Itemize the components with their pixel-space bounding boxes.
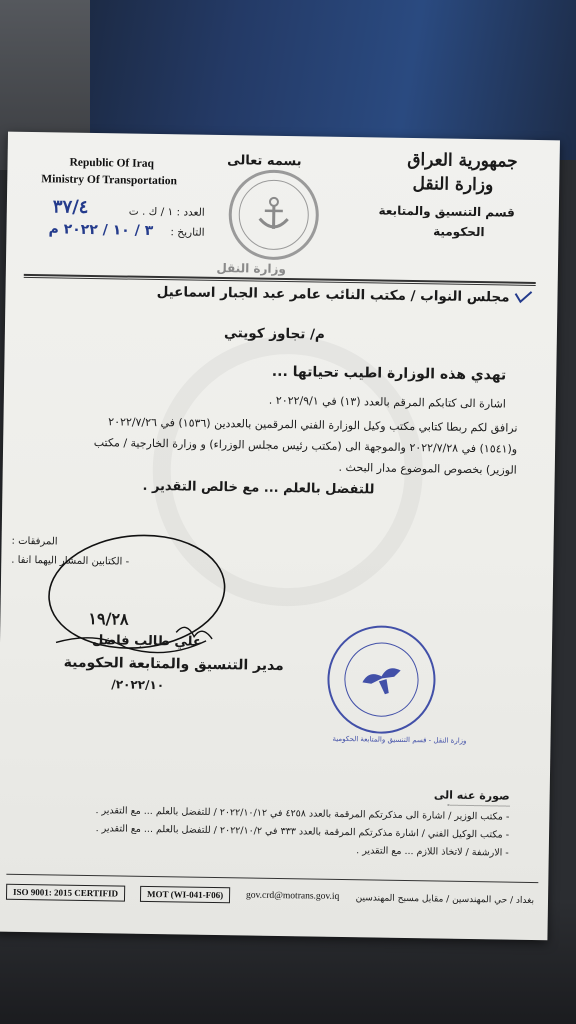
copies-label-underline [448, 805, 510, 807]
copy-line-1: - مكتب الوزير / اشارة الى مذكرتكم المرقمة بالعدد ٤٢٥٨ في ٢٠٢٢/١٠/١٢ / للتفضل بالعلم ... مع التقدير . [95, 805, 510, 823]
number-handwritten: ٣٧/٤ [52, 196, 89, 218]
number-label: العدد : ١ / ك . ت [128, 205, 205, 219]
stamp-ring-text: وزارة النقل - قسم التنسيق والمتابعة الحكومية [332, 734, 467, 745]
copy-line-2: - مكتب الوكيل الفني / اشارة مذكرتكم المرقمة بالعدد ٣٣٣ في ٢٠٢٢/١٠/٢ / للتفضل بالعلم ... مع التقدير . [95, 823, 510, 841]
iso-certificate-box: ISO 9001: 2015 CERTIFID [6, 884, 125, 902]
header-ministry-ar: وزارة النقل [412, 174, 494, 196]
header-dept-line1: قسم التنسيق والمتابعة [378, 203, 515, 220]
date-handwritten: ٣ / ١٠ / ٢٠٢٢ م [48, 221, 154, 239]
mot-code-box: MOT (WI-041-F06) [140, 886, 230, 903]
copies-label: صورة عنه الى [433, 788, 510, 803]
greeting: تهدي هذه الوزارة اطيب تحياتها ... [271, 363, 507, 384]
body-line-3: الوزير) بخصوص الموضوع مدار البحث . [338, 460, 517, 477]
header-republic-en: Republic Of Iraq [69, 156, 154, 170]
header-republic-ar: جمهورية العراق [407, 149, 518, 172]
body-line-2: و(١٥٤١) في ٢٠٢٢/٧/٢٨ والموجهة الى (مكتب رئيس مجلس الوزراء) و وزارة الخارجية / مكتب [93, 436, 518, 456]
basmala: بسمه تعالى [227, 153, 302, 170]
signature-handwritten-date: ١٩/٢٨ [88, 608, 129, 629]
emblem-caption: وزارة النقل [216, 260, 287, 277]
signature-scribble [36, 530, 238, 673]
footer-address: بغداد / حي المهندسين / مقابل مسبح المهندسين [355, 893, 535, 907]
ministry-emblem [228, 169, 319, 260]
footer-divider [6, 874, 538, 883]
signatory-name: علي طالب فاضل [91, 633, 202, 650]
signatory-title: مدير التنسيق والمتابعة الحكومية [63, 654, 284, 675]
reference-paragraph: اشارة الى كتابكم المرقم بالعدد (١٣) في ٢٠٢٢/٩/١ . [268, 393, 506, 411]
closing: للتفضل بالعلم ... مع خالص التقدير . [142, 478, 375, 498]
subject: م/ تجاوز كويتي [223, 325, 326, 343]
anchor-icon [253, 195, 294, 236]
signature-date: ٢٠٢٢/١٠/ [111, 677, 165, 693]
official-letter [0, 132, 560, 941]
official-stamp [314, 612, 449, 747]
body-line-1: نرافق لكم ربطا كتابي مكتب وكيل الوزارة الفني المرقمين بالعددين (١٥٣٦) في ٢٠٢٢/٧/٢٦ [108, 415, 518, 435]
attachments-label: المرفقات : [11, 535, 58, 548]
header-ministry-en: Ministry Of Transportation [41, 173, 178, 188]
header-dept-line2: الحكومية [433, 224, 485, 240]
date-label: التاريخ : [170, 226, 205, 239]
footer-email: gov.crd@motrans.gov.iq [245, 890, 340, 902]
copy-line-3: - الارشفة / لاتخاذ اللازم ... مع التقدير . [356, 845, 509, 859]
recipient: مجلس النواب / مكتب النائب عامر عبد الجبار اسماعيل [156, 284, 510, 306]
attachments-item: - الكتابين المشار اليهما انفا . [11, 554, 130, 568]
checkmark-icon [513, 290, 533, 304]
